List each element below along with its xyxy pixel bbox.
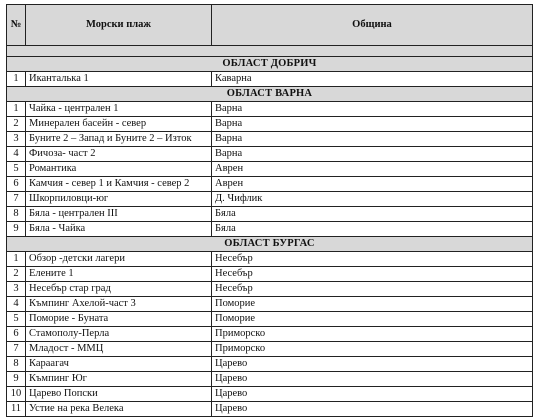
beach-name: Поморие - Буната <box>26 312 212 327</box>
region-name: ОБЛАСТ ВАРНА <box>7 87 533 102</box>
row-num: 9 <box>7 372 26 387</box>
region-row <box>7 237 533 252</box>
table-row <box>7 132 533 147</box>
beach-name: Минерален басейн - север <box>26 117 212 132</box>
table-row <box>7 282 533 297</box>
beach-name: Бяла - централен III <box>26 207 212 222</box>
row-num: 1 <box>7 252 26 267</box>
table-row <box>7 192 533 207</box>
municipality-name: Аврен <box>212 162 533 177</box>
beach-table-container <box>6 4 533 417</box>
municipality-name: Приморско <box>212 327 533 342</box>
municipality-name: Д. Чифлик <box>212 192 533 207</box>
table-row <box>7 372 533 387</box>
municipality-name: Поморие <box>212 297 533 312</box>
table-row <box>7 252 533 267</box>
table-row <box>7 102 533 117</box>
beach-name: Стамополу-Перла <box>26 327 212 342</box>
row-num: 10 <box>7 387 26 402</box>
beach-name: Шкорпиловци-юг <box>26 192 212 207</box>
municipality-name: Бяла <box>212 222 533 237</box>
municipality-name: Варна <box>212 117 533 132</box>
beach-name: Къмпинг Юг <box>26 372 212 387</box>
row-num: 6 <box>7 177 26 192</box>
municipality-name: Царево <box>212 402 533 417</box>
beach-table <box>6 4 533 417</box>
municipality-name: Варна <box>212 147 533 162</box>
table-row <box>7 177 533 192</box>
row-num: 1 <box>7 102 26 117</box>
beach-name: Иканталька 1 <box>26 72 212 87</box>
region-row <box>7 87 533 102</box>
table-row <box>7 342 533 357</box>
region-row <box>7 57 533 72</box>
row-num: 3 <box>7 132 26 147</box>
municipality-name: Приморско <box>212 342 533 357</box>
table-row <box>7 312 533 327</box>
beach-name: Царево Попски <box>26 387 212 402</box>
beach-name: Елените 1 <box>26 267 212 282</box>
table-row <box>7 147 533 162</box>
beach-name: Несебър стар град <box>26 282 212 297</box>
table-row <box>7 357 533 372</box>
municipality-name: Несебър <box>212 267 533 282</box>
header-beach: Морски плаж <box>26 5 212 46</box>
table-body <box>7 46 533 417</box>
table-row <box>7 387 533 402</box>
municipality-name: Царево <box>212 387 533 402</box>
row-num: 8 <box>7 357 26 372</box>
row-num: 6 <box>7 327 26 342</box>
row-num: 9 <box>7 222 26 237</box>
municipality-name: Несебър <box>212 282 533 297</box>
beach-name: Къмпинг Ахелой-част 3 <box>26 297 212 312</box>
row-num: 5 <box>7 312 26 327</box>
municipality-name: Каварна <box>212 72 533 87</box>
table-row <box>7 402 533 417</box>
beach-name: Фичоза- част 2 <box>26 147 212 162</box>
beach-name: Младост - ММЦ <box>26 342 212 357</box>
table-row <box>7 162 533 177</box>
row-num: 2 <box>7 117 26 132</box>
table-row <box>7 222 533 237</box>
header-municipality: Община <box>212 5 533 46</box>
row-num: 2 <box>7 267 26 282</box>
beach-name: Чайка - централен 1 <box>26 102 212 117</box>
table-row <box>7 72 533 87</box>
row-num: 3 <box>7 282 26 297</box>
row-num: 4 <box>7 147 26 162</box>
table-header-row <box>7 5 533 46</box>
municipality-name: Варна <box>212 132 533 147</box>
municipality-name: Аврен <box>212 177 533 192</box>
table-row <box>7 207 533 222</box>
table-row <box>7 267 533 282</box>
table-row <box>7 117 533 132</box>
row-num: 7 <box>7 342 26 357</box>
beach-name: Камчия - север 1 и Камчия - север 2 <box>26 177 212 192</box>
municipality-name: Царево <box>212 372 533 387</box>
row-num: 8 <box>7 207 26 222</box>
table-row <box>7 297 533 312</box>
row-num: 1 <box>7 72 26 87</box>
municipality-name: Бяла <box>212 207 533 222</box>
beach-name: Обзор -детски лагери <box>26 252 212 267</box>
region-name: ОБЛАСТ БУРГАС <box>7 237 533 252</box>
spacer-row <box>7 46 533 57</box>
row-num: 7 <box>7 192 26 207</box>
beach-name: Буните 2 – Запад и Буните 2 – Изток <box>26 132 212 147</box>
beach-name: Устие на река Велека <box>26 402 212 417</box>
row-num: 11 <box>7 402 26 417</box>
municipality-name: Царево <box>212 357 533 372</box>
beach-name: Романтика <box>26 162 212 177</box>
table-row <box>7 327 533 342</box>
row-num: 5 <box>7 162 26 177</box>
header-num: № <box>7 5 26 46</box>
beach-name: Караагач <box>26 357 212 372</box>
municipality-name: Варна <box>212 102 533 117</box>
municipality-name: Несебър <box>212 252 533 267</box>
municipality-name: Поморие <box>212 312 533 327</box>
row-num: 4 <box>7 297 26 312</box>
region-name: ОБЛАСТ ДОБРИЧ <box>7 57 533 72</box>
beach-name: Бяла - Чайка <box>26 222 212 237</box>
